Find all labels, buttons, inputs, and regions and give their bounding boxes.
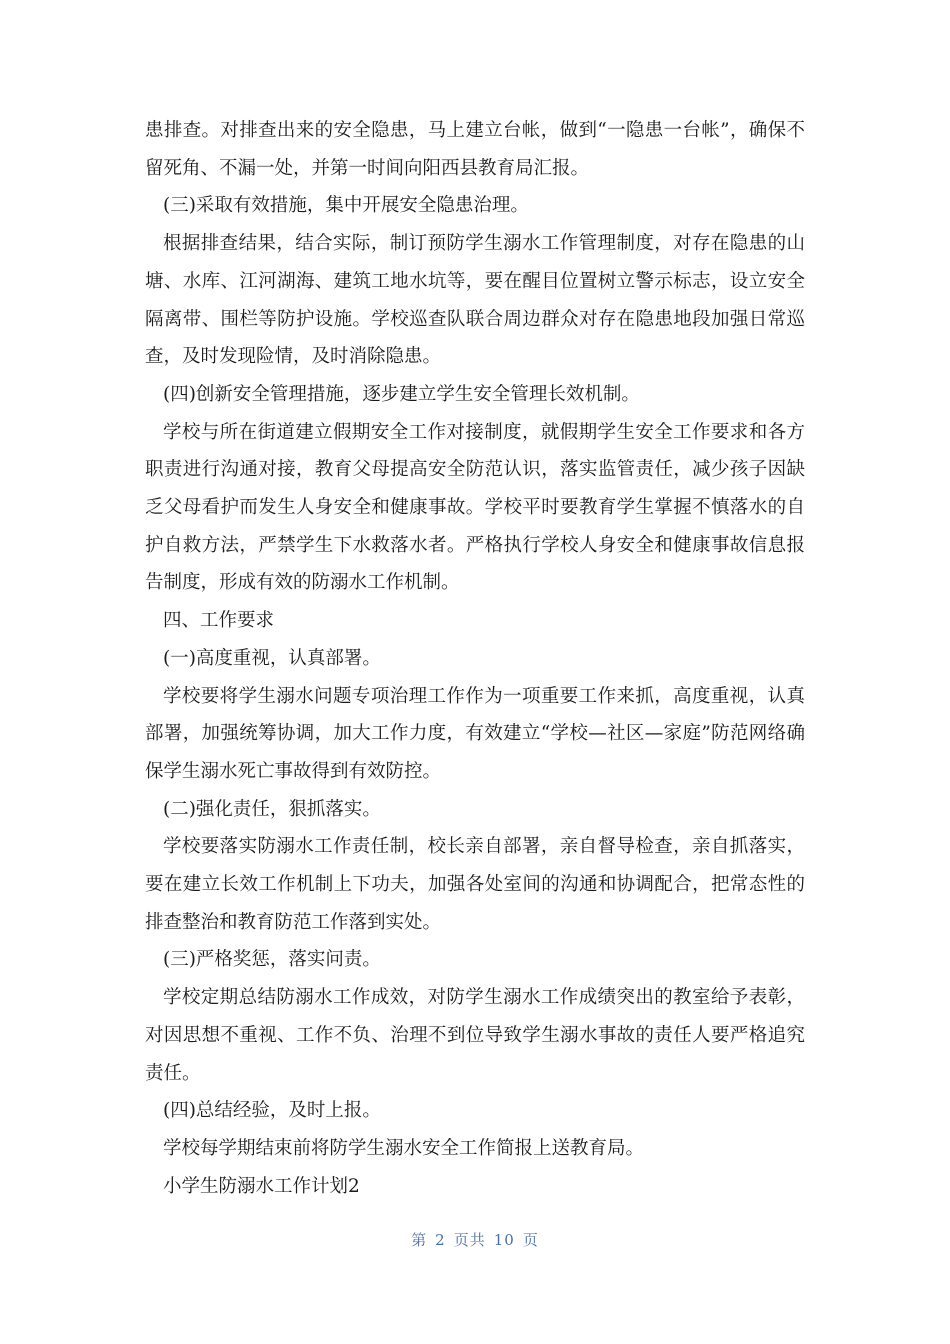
footer-suffix: 页 [522,1231,539,1249]
paragraph-3: 根据排查结果，结合实际，制订预防学生溺水工作管理制度，对存在隐患的山塘、水库、江河湖海、建筑工地水坑等，要在醒目位置树立警示标志，设立安全隔离带、围栏等防护设施。学校巡查队联合周边群众对存在隐患地段加强日常巡查，及时发现险情，及时消除隐患。 [145,233,805,368]
current-page-number: 2 [435,1231,446,1249]
section-heading-4: 四、工作要求 [163,610,275,632]
paragraph-11: (三)严格奖惩，落实问责。 [163,949,381,971]
paragraph-5: 学校与所在街道建立假期安全工作对接制度，就假期学生安全工作要求和各方职责进行沟通对接，教育父母提高安全防范认识，落实监管责任，减少孩子因缺乏父母看护而发生人身安全和健康事故。学校平时要教育学生掌握不慎落水的自护自救方法，严禁学生下水救落水者。严格执行学校人身安全和健康事故信息报告制度，形成有效的防溺水工作机制。 [145,421,805,594]
footer-prefix: 第 [411,1231,428,1249]
document-body [145,112,805,1205]
paragraph-7: (一)高度重视，认真部署。 [163,647,381,669]
paragraph-4: (四)创新安全管理措施，逐步建立学生安全管理长效机制。 [163,383,640,405]
document-subtitle: 小学生防溺水工作计划2 [163,1175,360,1197]
paragraph-2: (三)采取有效措施，集中开展安全隐患治理。 [163,195,529,217]
page-footer [0,1229,950,1250]
paragraph-14: 学校每学期结束前将防学生溺水安全工作简报上送教育局。 [163,1137,645,1159]
paragraph-13: (四)总结经验，及时上报。 [163,1100,381,1122]
paragraph-10: 学校要落实防溺水工作责任制，校长亲自部署，亲自督导检查，亲自抓落实，要在建立长效工作机制上下功夫，加强各处室间的沟通和协调配合，把常态性的排查整治和教育防范工作落到实处。 [145,836,805,933]
footer-middle: 页共 [453,1231,486,1249]
paragraph-9: (二)强化责任，狠抓落实。 [163,798,381,820]
total-page-number: 10 [493,1231,515,1249]
paragraph-12: 学校定期总结防溺水工作成效，对防学生溺水工作成绩突出的教室给予表彰，对因思想不重视、工作不负、治理不到位导致学生溺水事故的责任人要严格追究责任。 [145,987,805,1084]
paragraph-8: 学校要将学生溺水问题专项治理工作作为一项重要工作来抓，高度重视，认真部署，加强统筹协调，加大工作力度，有效建立“学校—社区—家庭”防范网络确保学生溺水死亡事故得到有效防控。 [145,685,805,782]
paragraph-1: 患排查。对排查出来的安全隐患，马上建立台帐，做到“一隐患一台帐”，确保不留死角、不漏一处，并第一时间向阳西县教育局汇报。 [145,120,805,179]
